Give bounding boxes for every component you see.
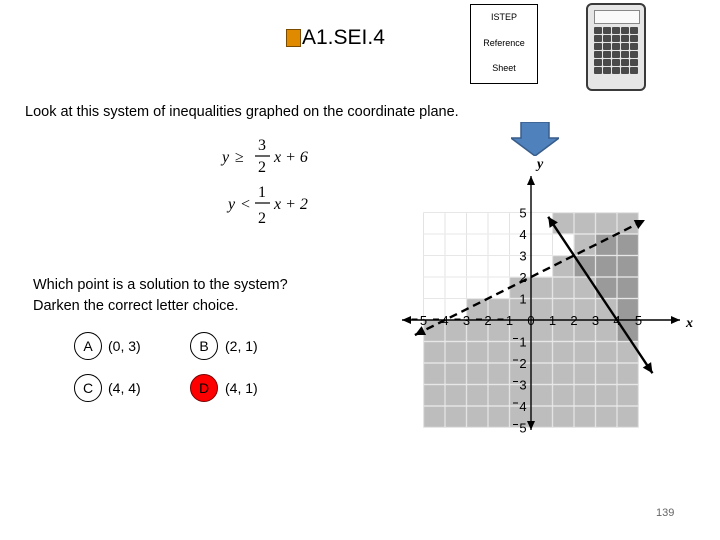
shade-cell (488, 406, 510, 428)
choice-b-value: (2, 1) (225, 338, 258, 354)
shade-cell (553, 342, 575, 364)
x-tick-label: 2 (570, 313, 578, 328)
shade-cell (596, 363, 618, 385)
y-axis-label: y (537, 158, 544, 172)
shade-cell (617, 256, 639, 278)
coordinate-plane-graph (398, 158, 698, 433)
choice-d-value: (4, 1) (225, 380, 258, 396)
slide-title (286, 26, 385, 50)
shade-cell (445, 363, 467, 385)
x-tick-label: 1 (548, 313, 557, 328)
shade-cell (574, 234, 596, 256)
shade-cell (553, 406, 575, 428)
page-number: 139 (656, 507, 675, 519)
calculator-icon[interactable] (586, 3, 646, 91)
x-tick-label: 1 (505, 313, 514, 328)
inequality-2 (226, 184, 308, 227)
y-tick-label: 1 (519, 291, 527, 307)
shade-cell (467, 385, 489, 407)
x-tick-label: 5 (634, 313, 643, 328)
shade-cell (596, 277, 618, 299)
x-tick-label: 4 (613, 313, 621, 328)
question-line-1: Which point is a solution to the system? (33, 277, 288, 293)
shade-cell (424, 342, 446, 364)
choice-c-button[interactable]: C (74, 374, 102, 402)
shade-cell (553, 277, 575, 299)
ineq2-denominator: 2 (258, 210, 266, 227)
y-tick-label: 4 (519, 399, 527, 414)
shade-cell (617, 234, 639, 256)
orange-square-icon (286, 29, 301, 47)
ineq1-rest: x + 6 (274, 149, 308, 166)
shade-cell (488, 342, 510, 364)
shade-cell (617, 213, 639, 235)
shade-cell (553, 256, 575, 278)
shade-cell (596, 213, 618, 235)
x-tick-label: 2 (484, 313, 492, 328)
choice-d-button[interactable]: D (190, 374, 218, 402)
calculator-keys (594, 27, 638, 74)
x-tick-label: 3 (462, 313, 471, 328)
choice-a-button[interactable]: A (74, 332, 102, 360)
ineq2-numerator: 1 (258, 184, 266, 201)
shade-cell (445, 385, 467, 407)
y-axis-arrow-up (527, 176, 535, 185)
shade-cell (596, 342, 618, 364)
blue-down-arrow-icon (511, 122, 559, 156)
instruction-text: Look at this system of inequalities graphed on the coordinate plane. (25, 104, 459, 120)
shade-cell (617, 277, 639, 299)
shade-cell (617, 385, 639, 407)
x-tick-label: 4 (441, 313, 449, 328)
reference-sheet-button[interactable] (470, 4, 538, 84)
y-tick-label: 3 (519, 248, 527, 264)
shade-cell (574, 277, 596, 299)
y-tick-label: 5 (519, 420, 527, 433)
y-tick-label: 2 (519, 356, 527, 371)
ineq2-rest: x + 2 (274, 196, 308, 213)
shade-cell (617, 406, 639, 428)
shade-cell (596, 385, 618, 407)
shade-cell (617, 342, 639, 364)
ineq2-lhs: y (228, 196, 236, 213)
x-axis-arrow-left (402, 316, 411, 324)
ineq1-op: ≥ (235, 149, 244, 166)
shade-cell (553, 385, 575, 407)
shade-cell (596, 256, 618, 278)
shade-cell (531, 363, 553, 385)
shade-cell (424, 385, 446, 407)
ineq2-op: < (241, 196, 251, 213)
shade-cell (531, 406, 553, 428)
choice-b-button[interactable]: B (190, 332, 218, 360)
shade-cell (531, 277, 553, 299)
y-tick-label: 1 (519, 334, 527, 350)
shade-cell (424, 406, 446, 428)
x-tick-label: 0 (527, 313, 535, 328)
question-text (33, 275, 288, 317)
y-tick-label: 2 (519, 270, 527, 285)
shade-cell (424, 363, 446, 385)
shade-cell (531, 385, 553, 407)
x-tick-label: 5 (419, 313, 428, 328)
reference-line-3: Sheet (492, 63, 516, 73)
shade-cell (467, 363, 489, 385)
calculator-screen (594, 10, 640, 24)
shade-cell (488, 385, 510, 407)
y-tick-label: 5 (519, 205, 527, 221)
shade-cell (445, 406, 467, 428)
shade-cell (596, 406, 618, 428)
choice-c-value: (4, 4) (108, 380, 141, 396)
shade-cell (553, 363, 575, 385)
reference-line-2: Reference (483, 38, 525, 48)
ineq1-denominator: 2 (258, 159, 266, 176)
y-tick-label: 3 (519, 377, 527, 393)
choice-a-value: (0, 3) (108, 338, 141, 354)
shade-cell (467, 342, 489, 364)
shade-cell (574, 406, 596, 428)
shade-cell (574, 363, 596, 385)
x-axis-label: x (686, 316, 693, 331)
title-text: A1.SEI.4 (302, 26, 385, 49)
shade-cell (574, 385, 596, 407)
shade-cell (488, 363, 510, 385)
question-line-2: Darken the correct letter choice. (33, 298, 239, 314)
y-tick-label: 4 (519, 227, 527, 242)
shade-cell (574, 213, 596, 235)
x-axis-arrow-right (671, 316, 680, 324)
ineq1-lhs: y (222, 149, 230, 166)
shade-cell (617, 363, 639, 385)
shade-cell (574, 342, 596, 364)
ineq1-numerator: 3 (258, 137, 266, 154)
shade-cell (445, 342, 467, 364)
shade-cell (467, 406, 489, 428)
reference-line-1: ISTEP (490, 12, 517, 22)
shade-cell (596, 234, 618, 256)
x-tick-label: 3 (591, 313, 600, 328)
shade-cell (531, 342, 553, 364)
inequality-system (218, 132, 338, 232)
inequality-1 (220, 137, 308, 176)
